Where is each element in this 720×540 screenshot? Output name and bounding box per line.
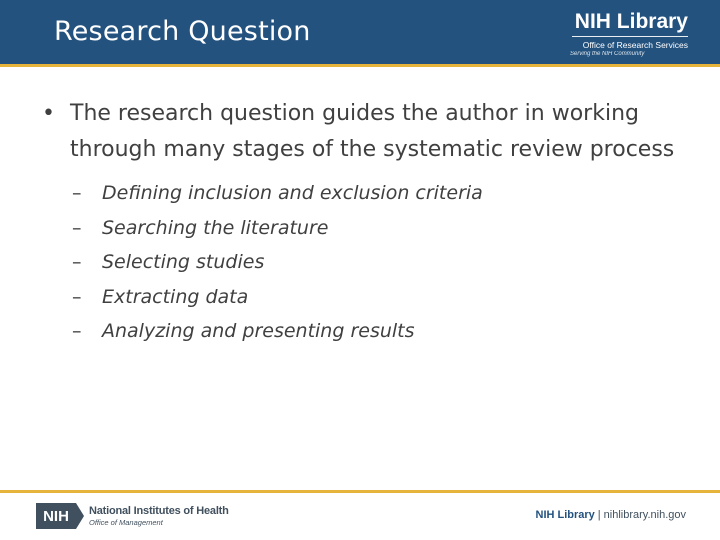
dash-icon: –: [72, 285, 82, 308]
slide-title: Research Question: [54, 16, 311, 47]
footer-library-name: NIH Library: [535, 509, 595, 521]
sub-bullet-list: [40, 176, 680, 349]
footer-url: nihlibrary.nih.gov: [603, 509, 686, 521]
footer-accent-rule: [0, 490, 720, 493]
list-item: [72, 211, 680, 246]
list-item: [72, 176, 680, 211]
dash-icon: –: [72, 320, 82, 342]
dash-icon: –: [72, 182, 82, 204]
brand-tagline: Serving the NIH Community: [570, 51, 645, 57]
nih-office-name: Office of Management: [89, 518, 163, 527]
list-item-text: Selecting studies: [102, 251, 265, 273]
list-item-text: Defining inclusion and exclusion criteria: [102, 182, 483, 204]
nih-logo-text: [89, 505, 229, 527]
list-item: [72, 280, 680, 315]
bullet-icon: •: [42, 101, 55, 126]
footer-library-link: [536, 507, 687, 523]
list-item-text: Analyzing and presenting results: [102, 320, 415, 342]
header-accent-rule: [0, 64, 720, 67]
brand-divider: [572, 36, 688, 37]
list-item-text: Searching the literature: [102, 216, 329, 239]
title-bar: [0, 0, 720, 64]
list-item: [72, 314, 680, 349]
nih-institute-name: National Institutes of Health: [89, 505, 229, 517]
brand-name: NIH Library: [574, 10, 688, 33]
brand-subtitle: Office of Research Services: [582, 40, 688, 50]
slide-content: [40, 96, 680, 349]
list-item: [72, 245, 680, 280]
main-bullet-text: The research question guides the author in working through many stages of the systematic review process: [70, 101, 675, 162]
main-bullet: [40, 96, 680, 168]
nih-footer-logo: [36, 502, 229, 530]
footer-separator: |: [597, 509, 601, 521]
list-item-text: Extracting data: [102, 285, 249, 308]
dash-icon: –: [72, 251, 82, 273]
dash-icon: –: [72, 216, 82, 239]
nih-library-logo: [570, 10, 688, 58]
nih-logo-icon: NIH: [36, 503, 76, 529]
